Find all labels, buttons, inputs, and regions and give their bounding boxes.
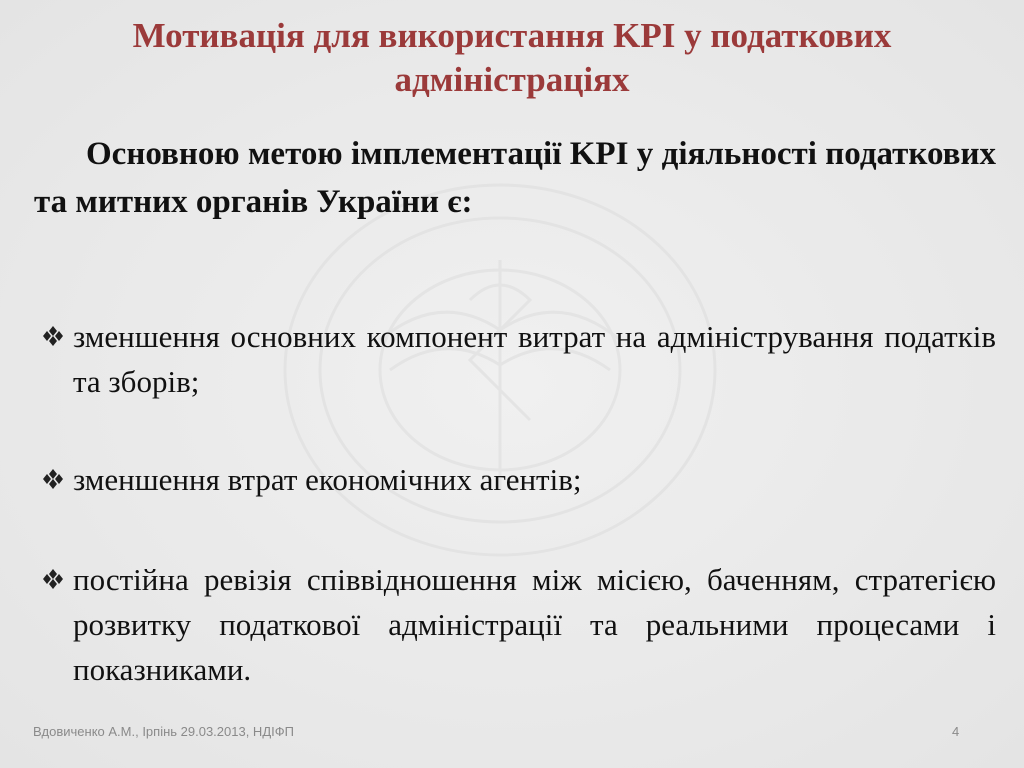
bullet-text: зменшення основних компонент витрат на адміністрування податків та зборів; (73, 319, 996, 399)
diamond-bullet-icon (40, 568, 66, 590)
bullet-text: зменшення втрат економічних агентів; (73, 462, 582, 497)
diamond-bullet-icon (40, 325, 66, 347)
bullet-list (40, 314, 996, 692)
bullet-item (40, 557, 996, 692)
slide-title: Мотивація для використання KPI у податкових адміністраціях (132, 16, 892, 99)
footer-author-date: Вдовиченко А.М., Ірпінь 29.03.2013, НДІФП (33, 724, 294, 739)
bullet-text: постійна ревізія співвідношення між місією, баченням, стратегією розвитку податкової адміністрації та реальними процесами і показниками. (73, 562, 996, 687)
diamond-bullet-icon (40, 468, 66, 490)
page-number: 4 (952, 724, 960, 739)
bullet-item (40, 314, 996, 404)
intro-paragraph: Основною метою імплементації KPI у діяльності податкових та митних органів України є: (34, 136, 996, 220)
bullet-item (40, 457, 996, 502)
